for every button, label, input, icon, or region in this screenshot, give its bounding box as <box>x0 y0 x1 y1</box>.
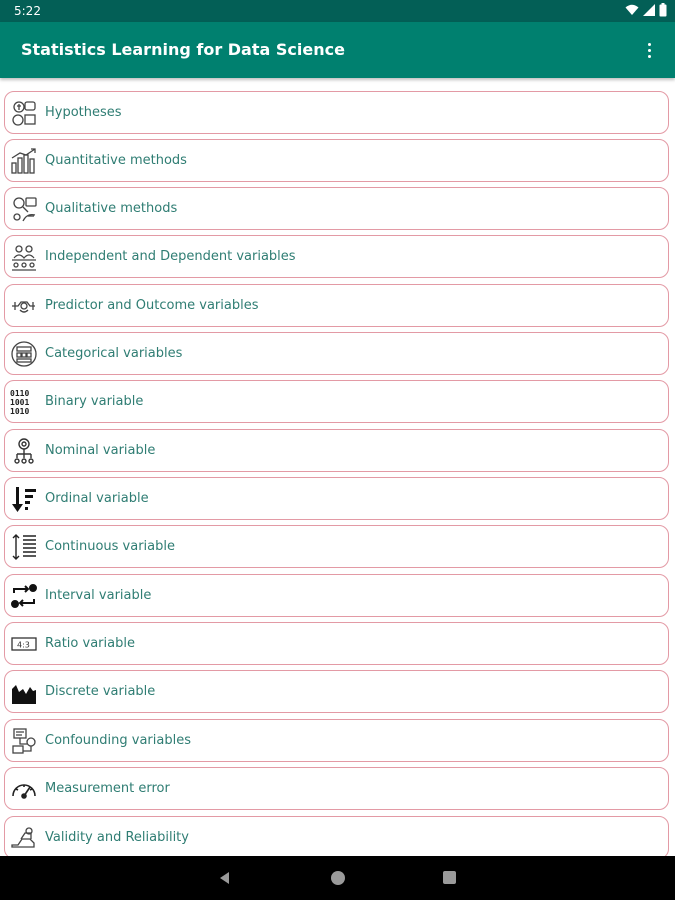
svg-text:1010: 1010 <box>10 407 30 416</box>
nominal-icon <box>9 436 39 466</box>
gauge-icon <box>9 774 39 804</box>
list-item-independent-and-dependent-variables[interactable] <box>4 235 669 278</box>
continuous-icon <box>9 532 39 562</box>
bar-chart-icon <box>9 146 39 176</box>
list-item-label: Interval variable <box>45 588 152 603</box>
navigation-bar <box>0 856 675 900</box>
binary-icon <box>9 387 39 417</box>
list-item-hypotheses[interactable] <box>4 91 669 134</box>
list-item-label: Validity and Reliability <box>45 830 189 845</box>
list-item-label: Categorical variables <box>45 346 183 361</box>
list-item-measurement-error[interactable] <box>4 767 669 810</box>
list-item-predictor-and-outcome-variables[interactable] <box>4 284 669 327</box>
wifi-icon <box>625 3 639 17</box>
list-item-label: Predictor and Outcome variables <box>45 298 259 313</box>
list-item-validity-and-reliability[interactable] <box>4 816 669 856</box>
signal-icon <box>643 4 655 16</box>
list-item-quantitative-methods[interactable] <box>4 139 669 182</box>
ratio-icon <box>9 629 39 659</box>
app-bar <box>0 22 675 78</box>
svg-text:1001: 1001 <box>10 398 30 407</box>
status-time: 5:22 <box>14 4 41 18</box>
svg-text:0110: 0110 <box>10 389 30 398</box>
status-icons <box>625 3 667 17</box>
sort-descending-icon <box>9 484 39 514</box>
list-item-binary-variable[interactable] <box>4 380 669 423</box>
qualitative-icon <box>9 194 39 224</box>
list-item-label: Qualitative methods <box>45 201 178 216</box>
list-item-label: Binary variable <box>45 394 144 409</box>
app-title: Statistics Learning for Data Science <box>21 40 345 59</box>
predictor-icon <box>9 291 39 321</box>
list-item-continuous-variable[interactable] <box>4 525 669 568</box>
topic-list <box>0 78 675 856</box>
list-item-nominal-variable[interactable] <box>4 429 669 472</box>
battery-icon <box>659 3 667 17</box>
hypotheses-icon <box>9 98 39 128</box>
categorical-icon <box>9 339 39 369</box>
list-item-categorical-variables[interactable] <box>4 332 669 375</box>
back-icon[interactable] <box>217 870 233 886</box>
list-item-label: Ordinal variable <box>45 491 149 506</box>
list-item-ordinal-variable[interactable] <box>4 477 669 520</box>
list-item-label: Independent and Dependent variables <box>45 249 296 264</box>
list-item-label: Measurement error <box>45 781 170 796</box>
list-item-label: Discrete variable <box>45 684 156 699</box>
status-bar <box>0 0 675 22</box>
discrete-icon <box>9 677 39 707</box>
list-item-label: Nominal variable <box>45 443 156 458</box>
validity-icon <box>9 823 39 853</box>
list-item-ratio-variable[interactable] <box>4 622 669 665</box>
list-item-discrete-variable[interactable] <box>4 670 669 713</box>
people-network-icon <box>9 242 39 272</box>
interval-icon <box>9 581 39 611</box>
list-item-label: Confounding variables <box>45 733 191 748</box>
list-item-label: Hypotheses <box>45 105 122 120</box>
list-item-label: Continuous variable <box>45 539 175 554</box>
home-icon[interactable] <box>331 871 345 885</box>
list-item-label: Quantitative methods <box>45 153 187 168</box>
more-vert-icon[interactable] <box>639 38 659 62</box>
confounding-icon <box>9 726 39 756</box>
list-item-label: Ratio variable <box>45 636 135 651</box>
svg-text:4:3: 4:3 <box>17 640 30 650</box>
recents-icon[interactable] <box>443 871 456 884</box>
list-item-interval-variable[interactable] <box>4 574 669 617</box>
list-item-confounding-variables[interactable] <box>4 719 669 762</box>
list-item-qualitative-methods[interactable] <box>4 187 669 230</box>
